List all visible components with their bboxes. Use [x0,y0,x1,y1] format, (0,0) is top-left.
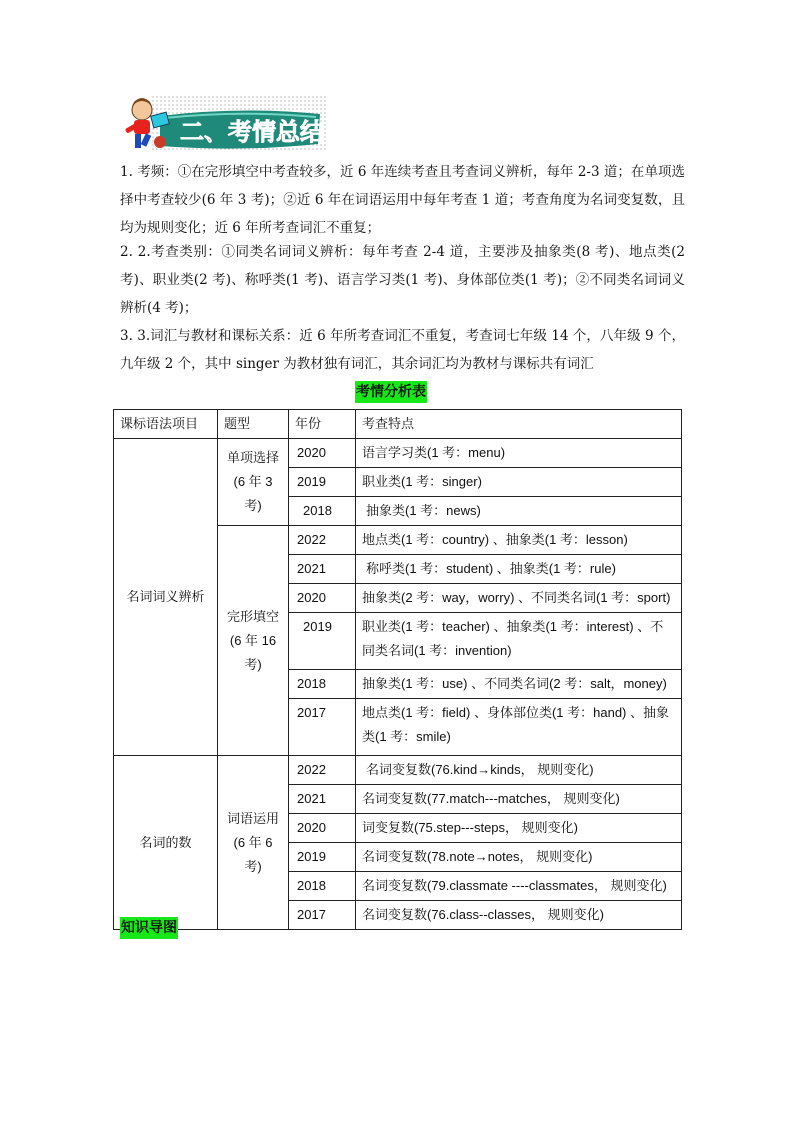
feature-cell: 名词变复数(76.class--classes， 规则变化) [356,901,682,930]
feature-cell: 职业类(1 考：teacher) 、抽象类(1 考：interest) 、不同类名词(1 考：invention) [356,613,682,670]
question-type-label: 单项选择 [226,450,279,465]
banner-title: 二、考情总结 [180,118,324,146]
summary-paragraph-categories: 2. 2.考查类别：①同类名词词义辨析：每年考查 2-4 道，主要涉及抽象类(8 考)、地点类(2 考)、职业类(2 考)、称呼类(1 考)、语言学习类(1 考)、身体部位类(1 考)；②不同类名词词义辨析(4 考)； [120,244,685,316]
question-type-label: 词语运用 [226,810,279,826]
question-type-count: (6 年 6 考) [233,834,273,874]
year-cell: 2020 [289,814,356,843]
question-type-count-end: 考) [244,656,262,672]
feature-cell: 职业类(1 考：singer) [356,468,682,497]
year-cell: 2020 [289,439,356,468]
header-year: 年份 [289,410,356,439]
year-cell: 2017 [289,699,356,756]
banner-graphic [120,96,326,152]
question-type-cell [218,756,289,930]
feature-cell: 地点类(1 考：field) 、身体部位类(1 考：hand) 、抽象类(1 考：smile) [356,699,682,756]
year-cell: 2019 [289,468,356,497]
year-cell: 2017 [289,901,356,930]
feature-cell: 语言学习类(1 考：menu) [356,439,682,468]
question-type-count: (6 年 3 考) [233,474,273,513]
summary-paragraph-vocabulary: 3. 3.词汇与教材和课标关系：近 6 年所考查词汇不重复，考查词七年级 14 个，八年级 9 个，九年级 2 个，其中 singer 为教材独有词汇，其余词汇均为教材与课标共有词汇 [120,328,685,372]
question-type-count: (6 年 16 [229,632,277,648]
grammar-item-cell: 名词的数 [114,756,218,930]
year-cell: 2019 [289,843,356,872]
header-item: 课标语法项目 [114,410,218,439]
year-cell: 2019 [289,613,356,670]
feature-cell: 地点类(1 考：country) 、抽象类(1 考：lesson) [356,526,682,555]
feature-cell: 名词变复数(76.kind→kinds， 规则变化) [356,756,682,785]
table-title: 考情分析表 [355,381,427,403]
year-cell: 2022 [289,526,356,555]
feature-cell: 抽象类(2 考：way，worry) 、不同类名词(1 考：sport) [356,584,682,613]
feature-cell: 词变复数(75.step---steps， 规则变化) [356,814,682,843]
table-header-row [114,410,682,439]
grammar-item-cell: 名词词义辨析 [114,439,218,756]
year-cell: 2018 [289,872,356,901]
question-type-cell [218,526,289,756]
feature-cell: 名词变复数(77.match---matches， 规则变化) [356,785,682,814]
header-type: 题型 [218,410,289,439]
question-type-cell [218,439,289,526]
year-cell: 2022 [289,756,356,785]
table-row [114,756,682,785]
year-cell: 2021 [289,785,356,814]
feature-cell: 名词变复数(79.classmate ----classmates， 规则变化) [356,872,682,901]
year-cell: 2018 [289,497,356,526]
year-cell: 2018 [289,670,356,699]
feature-cell: 抽象类(1 考：news) [356,497,682,526]
question-type-label: 完形填空 [226,608,279,624]
feature-cell: 抽象类(1 考：use) 、不同类名词(2 考：salt，money) [356,670,682,699]
header-feature: 考查特点 [356,410,682,439]
knowledge-map-title: 知识导图 [120,917,178,939]
table-row [114,439,682,468]
feature-cell: 称呼类(1 考：student) 、抽象类(1 考：rule) [356,555,682,584]
analysis-table [113,409,682,930]
year-cell: 2021 [289,555,356,584]
year-cell: 2020 [289,584,356,613]
summary-paragraph-frequency: 1. 考频：①在完形填空中考查较多，近 6 年连续考查且考查词义辨析，每年 2-3 道；在单项选择中考查较少(6 年 3 考)；②近 6 年在词语运用中每年考查 1 道；考查角度为名词变复数，且均为规则变化；近 6 年所考查词汇不重复； [120,164,685,236]
section-banner [120,96,326,152]
feature-cell: 名词变复数(78.note→notes， 规则变化) [356,843,682,872]
